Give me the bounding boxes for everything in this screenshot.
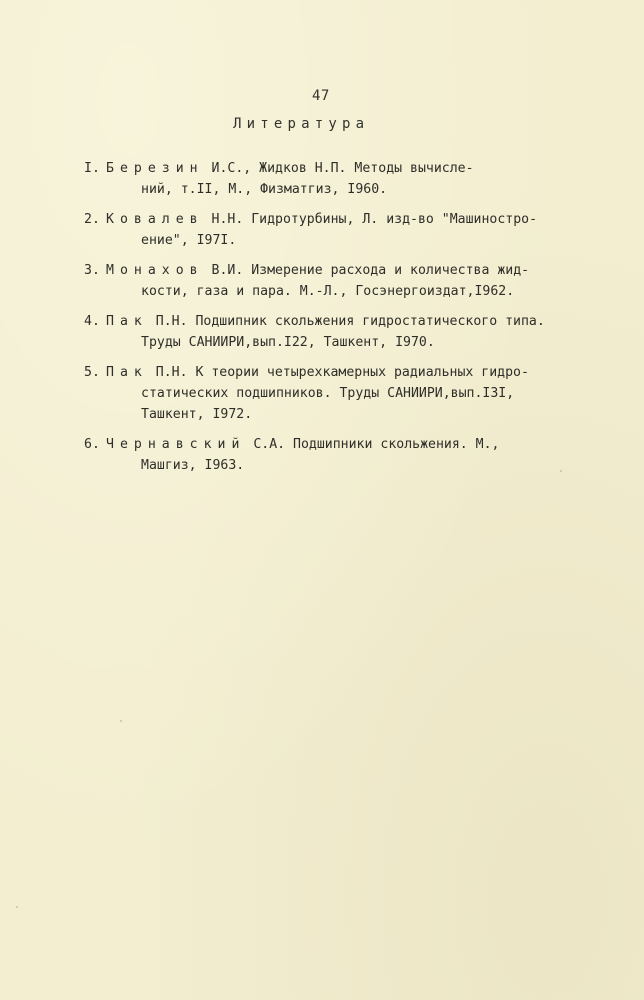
reference-list bbox=[84, 158, 564, 485]
reference-item bbox=[84, 209, 564, 251]
reference-text: И.С., Жидков Н.П. Методы вычисле- bbox=[203, 161, 474, 176]
reference-line: ение", I97I. bbox=[141, 233, 237, 248]
reference-text: Н.Н. Гидротурбины, Л. изд-во "Машиностро- bbox=[203, 212, 538, 227]
paper-speck bbox=[16, 906, 18, 908]
reference-line: кости, газа и пара. М.-Л., Госэнергоиздат,I962. bbox=[141, 284, 515, 299]
reference-line: Труды САНИИРИ,вып.I22, Ташкент, I970. bbox=[141, 335, 435, 350]
reference-line bbox=[84, 362, 564, 383]
reference-item bbox=[84, 434, 564, 476]
section-heading: Литература bbox=[233, 116, 370, 132]
reference-text: П.Н. Подшипник скольжения гидростатического типа. bbox=[147, 314, 545, 329]
reference-line: ний, т.II, М., Физматгиз, I960. bbox=[141, 182, 388, 197]
reference-number: 4. bbox=[84, 314, 100, 329]
paper-speck bbox=[120, 720, 122, 722]
reference-line bbox=[84, 434, 564, 455]
reference-text: В.И. Измерение расхода и количества жид- bbox=[203, 263, 530, 278]
reference-item bbox=[84, 311, 564, 353]
reference-line: Ташкент, I972. bbox=[141, 407, 253, 422]
reference-number: 3. bbox=[84, 263, 100, 278]
reference-line: Машгиз, I963. bbox=[141, 458, 245, 473]
reference-number: 2. bbox=[84, 212, 100, 227]
reference-author: Березин bbox=[106, 161, 204, 176]
reference-author: Чернавский bbox=[106, 437, 246, 452]
reference-text: П.Н. К теории четырехкамерных радиальных гидро- bbox=[147, 365, 529, 380]
reference-item bbox=[84, 158, 564, 200]
reference-author: Монахов bbox=[106, 263, 204, 278]
reference-item bbox=[84, 362, 564, 425]
reference-line: статических подшипников. Труды САНИИРИ,вып.I3I, bbox=[141, 386, 515, 401]
reference-line bbox=[84, 260, 564, 281]
reference-author: Пак bbox=[106, 365, 148, 380]
page-number: 47 bbox=[312, 88, 330, 104]
reference-line bbox=[84, 209, 564, 230]
reference-author: Пак bbox=[106, 314, 148, 329]
paper-speck bbox=[560, 470, 562, 472]
reference-number: I. bbox=[84, 161, 100, 176]
reference-number: 5. bbox=[84, 365, 100, 380]
reference-number: 6. bbox=[84, 437, 100, 452]
reference-line bbox=[84, 311, 564, 332]
reference-text: С.А. Подшипники скольжения. М., bbox=[245, 437, 500, 452]
reference-item bbox=[84, 260, 564, 302]
reference-author: Ковалев bbox=[106, 212, 204, 227]
reference-line bbox=[84, 158, 564, 179]
